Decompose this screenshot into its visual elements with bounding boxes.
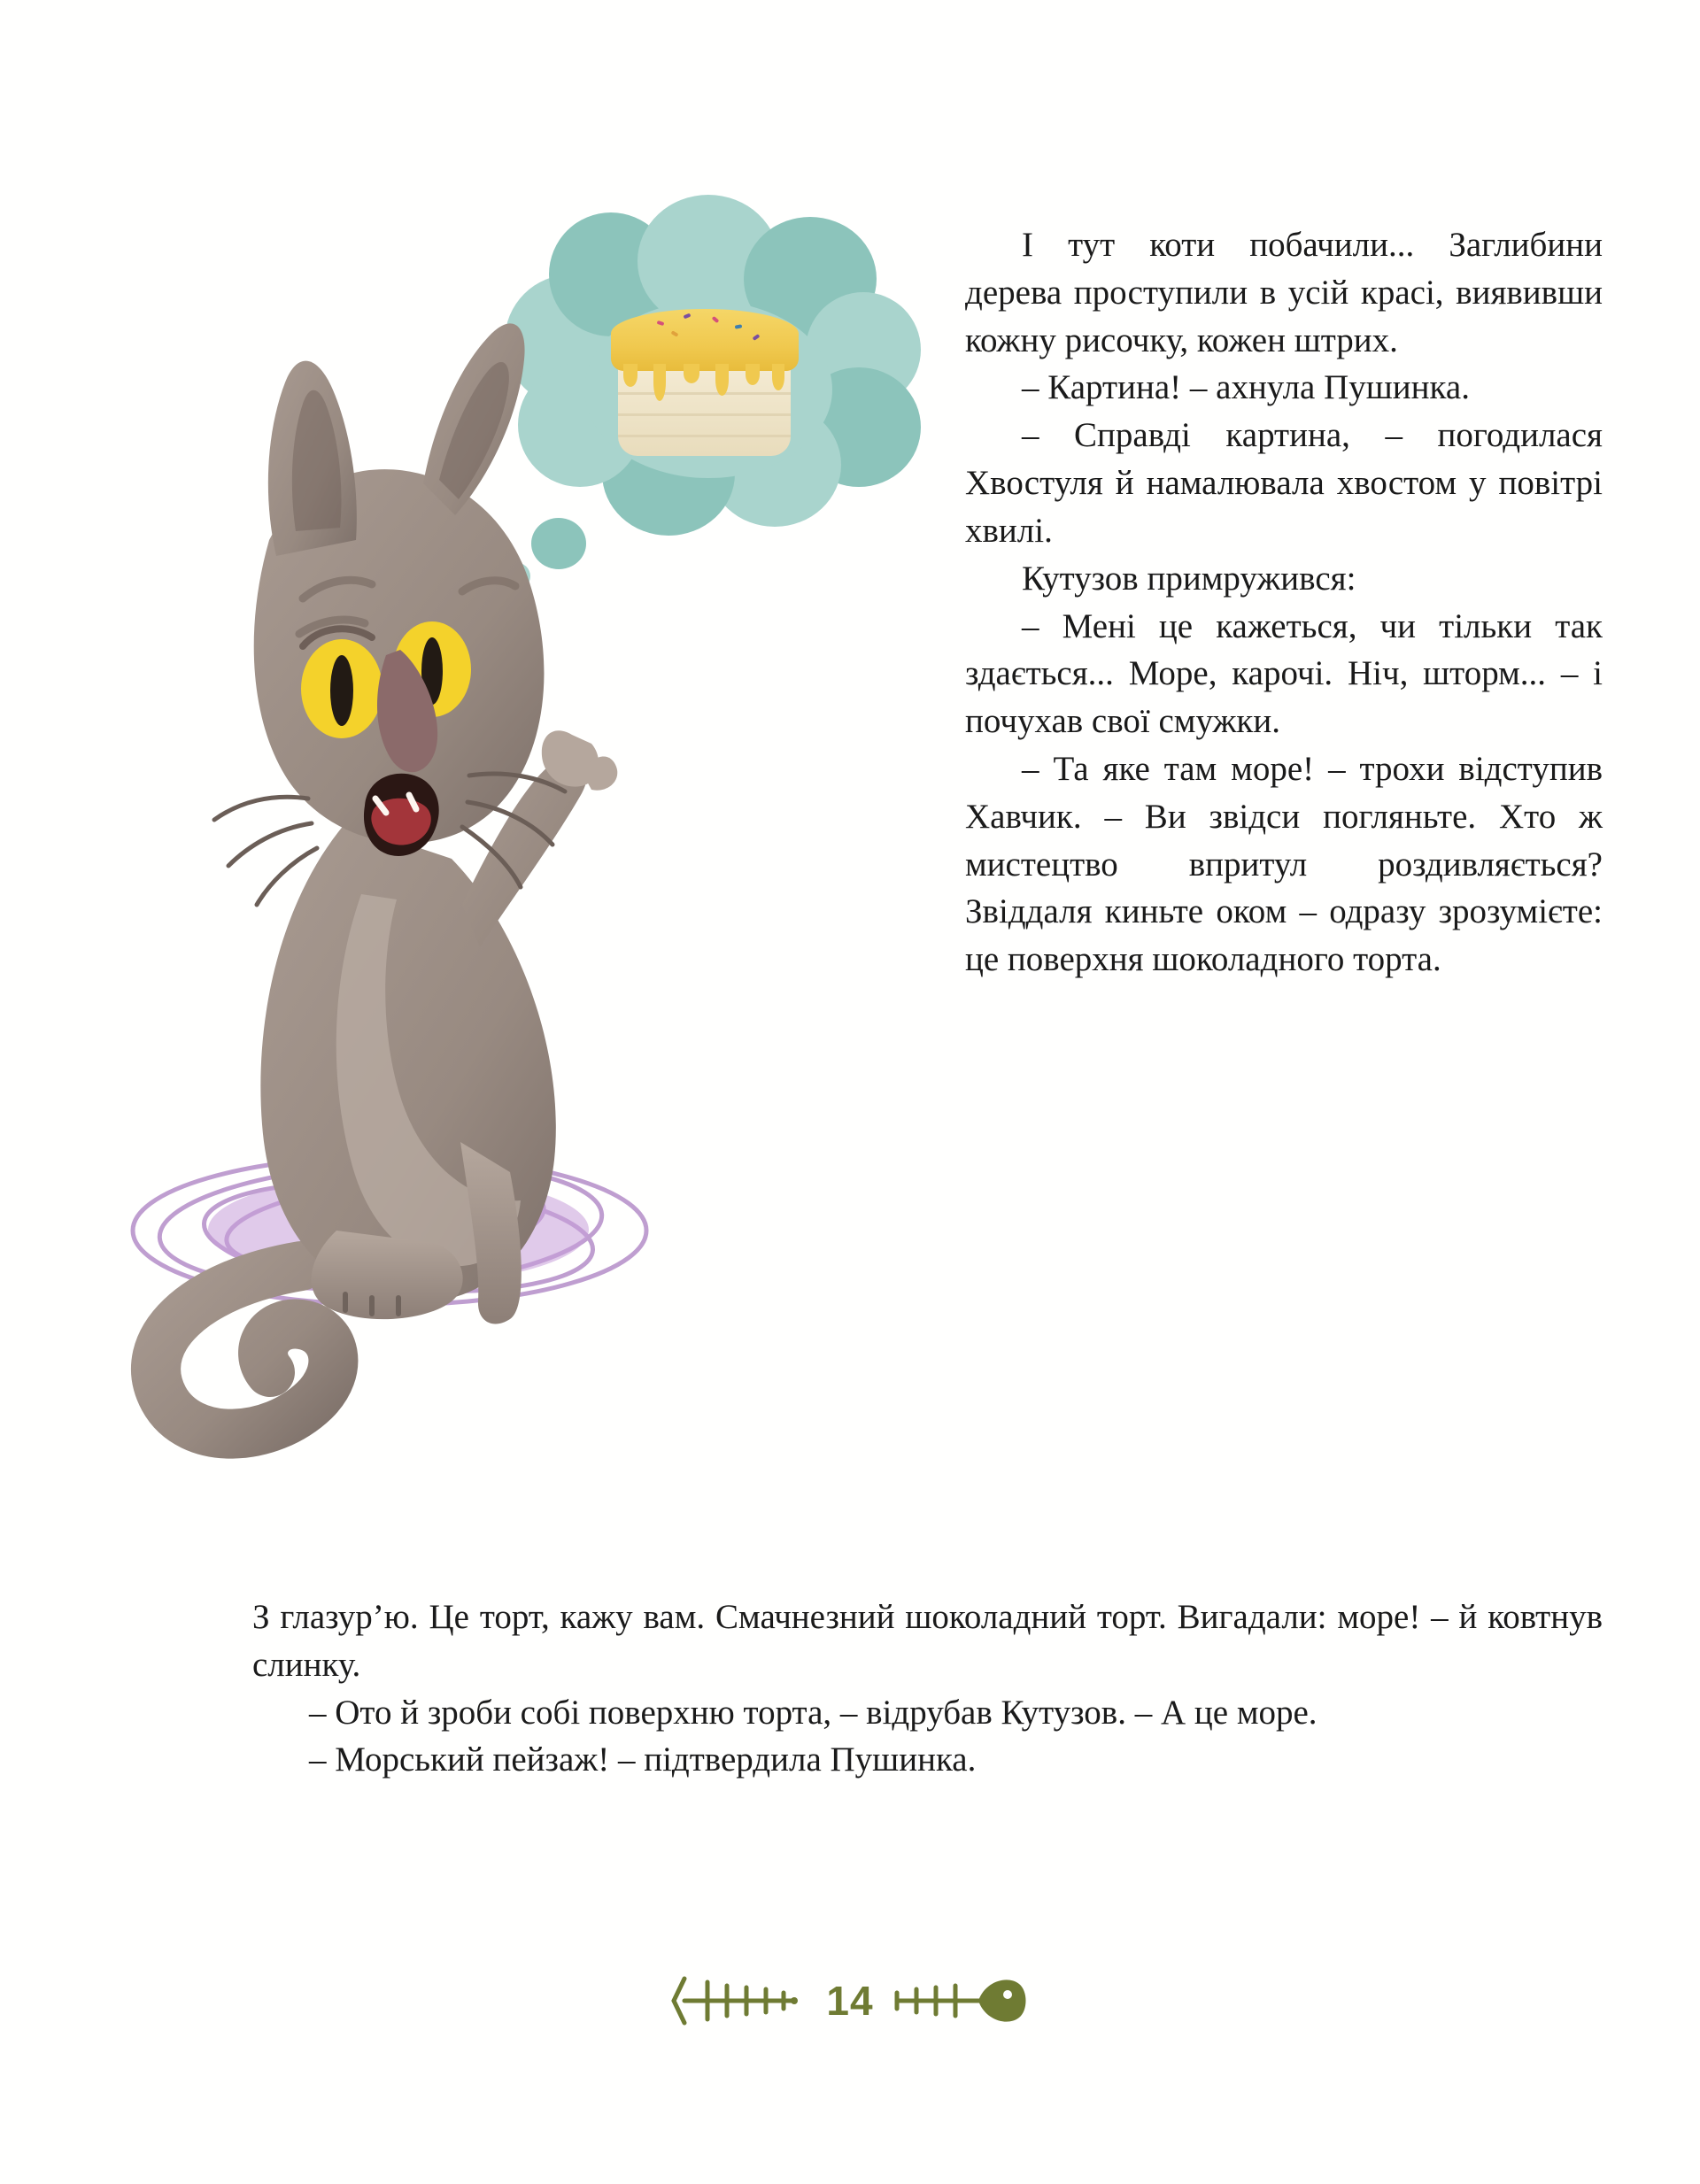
paragraph: – Картина! – ахнула Пушинка.: [1022, 368, 1470, 407]
paragraph: – Та яке там море! – трохи відступив Хавчик. – Ви звідси погляньте. Хто ж мистецтво впритул роздивляється? Звіддаля киньте оком – одразу зрозумієте: це поверхня шоколадного торта.: [965, 749, 1603, 979]
paragraph: – Мені це кажеться, чи тільки так здається... Море, карочі. Ніч, шторм... – і почухав свої смужки.: [965, 606, 1603, 741]
fishbone-right-icon: [890, 1961, 1032, 2041]
page-footer: [0, 1961, 1700, 2041]
paragraph: – Справді картина, – погодилася Хвостуля й намалювала хвостом у повітрі хвилі.: [965, 416, 1603, 550]
paragraph: – Морський пейзаж! – підтвердила Пушинка.: [309, 1740, 977, 1779]
paragraph: З глазур’ю. Це торт, кажу вам. Смачнезний шоколадний торт. Вигадали: море! – й ковтнув слинку.: [252, 1598, 1603, 1684]
illustration: [80, 177, 947, 1585]
paragraph: І тут коти побачили... Заглибини дерева проступили в усій красі, виявивши кожну рисочку, кожен штрих.: [965, 226, 1603, 359]
text-column-right: [965, 221, 1603, 984]
fishbone-left-icon: [668, 1961, 810, 2041]
page-number: 14: [826, 1978, 874, 2024]
paragraph: – Ото й зроби собі поверхню торта, – відрубав Кутузов. – А це море.: [309, 1693, 1318, 1732]
cat-illustration: [80, 274, 717, 1514]
paragraph: Кутузов примружився:: [1022, 559, 1356, 598]
text-column-full: [252, 1594, 1603, 1784]
